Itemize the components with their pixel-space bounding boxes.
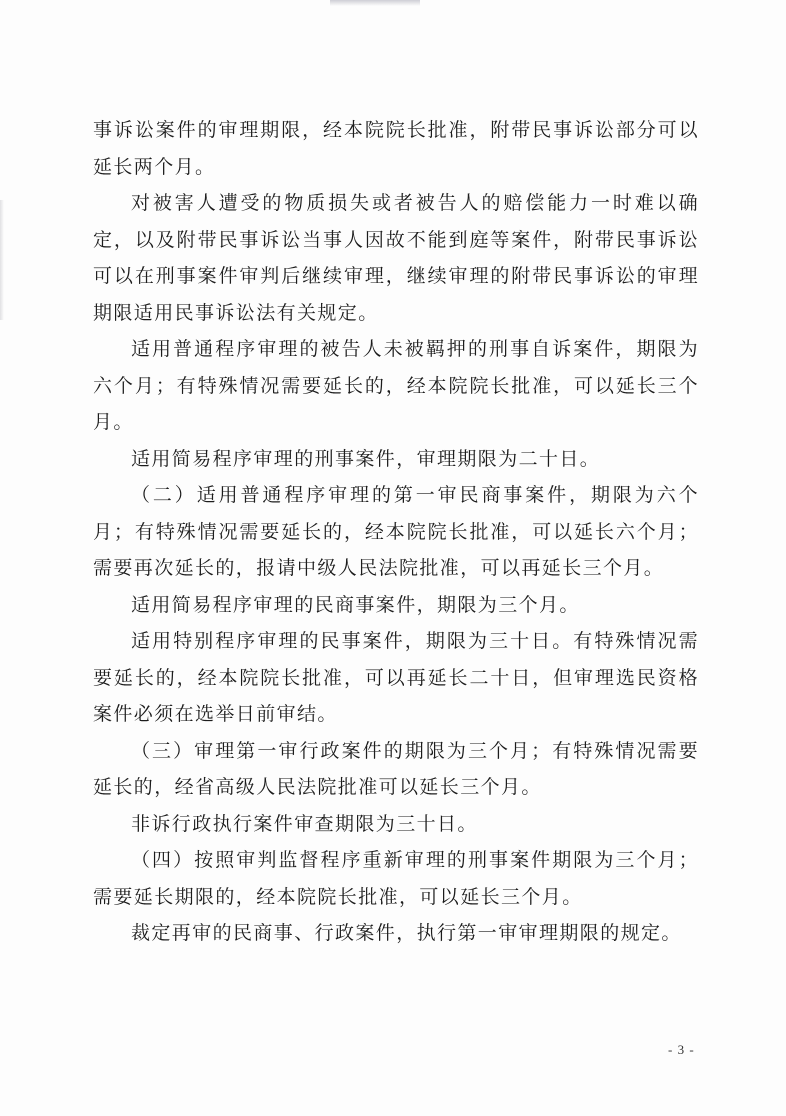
paragraph: （三）审理第一审行政案件的期限为三个月；有特殊情况需要延长的，经省高级人民法院批准可以延长三个月。	[93, 739, 699, 798]
document-body	[93, 112, 699, 952]
scan-edge-shadow	[330, 0, 420, 6]
paragraph-continuation: 事诉讼案件的审理期限，经本院院长批准，附带民事诉讼部分可以延长两个月。	[93, 119, 699, 178]
paragraph: 对被害人遭受的物质损失或者被告人的赔偿能力一时难以确定，以及附带民事诉讼当事人因故不能到庭等案件，附带民事诉讼可以在刑事案件审判后继续审理，继续审理的附带民事诉讼的审理期限适用民事诉讼法有关规定。	[93, 192, 699, 324]
scan-edge-shadow-left	[0, 200, 4, 320]
paragraph: 适用简易程序审理的刑事案件，审理期限为二十日。	[131, 447, 601, 470]
paragraph: 非诉行政执行案件审查期限为三十日。	[131, 812, 478, 835]
paragraph: 适用普通程序审理的被告人未被羁押的刑事自诉案件，期限为六个月；有特殊情况需要延长的，经本院院长批准，可以延长三个月。	[93, 338, 699, 433]
paragraph: 裁定再审的民商事、行政案件，执行第一审审理期限的规定。	[131, 922, 682, 944]
paragraph: 适用特别程序审理的民事案件，期限为三十日。有特殊情况需要延长的，经本院院长批准，可以再延长二十日，但审理选民资格案件必须在选举日前审结。	[93, 630, 699, 725]
paragraph: 适用简易程序审理的民商事案件，期限为三个月。	[131, 593, 580, 616]
page-number: - 3 -	[668, 1042, 695, 1057]
paragraph: （二）适用普通程序审理的第一审民商事案件，期限为六个月；有特殊情况需要延长的，经本院院长批准，可以延长六个月；需要再次延长的，报请中级人民法院批准，可以再延长三个月。	[93, 484, 699, 579]
paragraph: （四）按照审判监督程序重新审理的刑事案件期限为三个月；需要延长期限的，经本院院长批准，可以延长三个月。	[93, 849, 699, 908]
